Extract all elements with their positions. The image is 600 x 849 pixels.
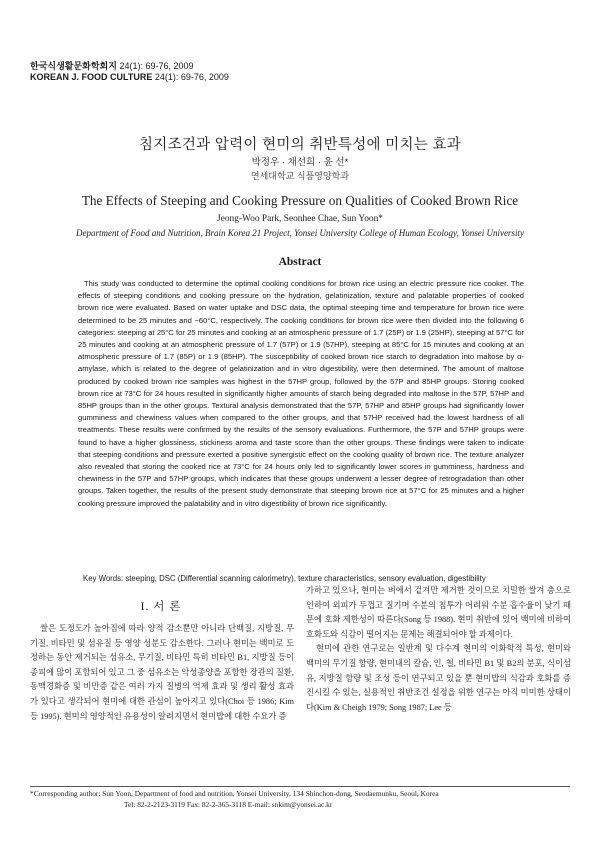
keywords-list: steeping, DSC (Differential scanning calorimetry), texture characteristics, sensory evaluation, digestibility [125, 574, 486, 583]
footnote-divider [30, 786, 570, 787]
authors-korean: 박정우 · 채선희 · 윤 선* [251, 157, 349, 168]
intro-right-paragraph-1: 가하고 있으나, 현미는 벼에서 겉겨만 제거한 것이므로 치밀한 쌀겨 층으로 인하여 외피가 두껍고 질기며 수분의 침투가 어려워 수분 흡수율이 낮기 때문에 호화 제한성이 따른다(Song 등 1988). 현미 취반에 있어 백미에 비하여 호화도와 식감이 떨어지는 문제는 해결되어야 할 과제이다. [306, 586, 571, 639]
keywords [83, 573, 523, 584]
corresponding-author-footnote [30, 789, 570, 810]
journal-en-name: KOREAN J. FOOD CULTURE [30, 72, 153, 82]
authors-english: Jeong-Woo Park, Seonhee Chae, Sun Yoon* [217, 214, 383, 224]
intro-right-paragraph-2: 현미에 관한 연구로는 일반계 및 다수계 현미의 이화학적 특성, 현미와 백미의 무기질 함량, 현미내의 칼슘, 인, 철, 비타민 B1 및 B2의 분포, 식이섬유, 지방질 함량 및 조성 등이 연구되고 있을 뿐 현미밥의 식감과 호화를 증진시킬 수 있는, 실용적인 취반조건 설정을 위한 연구는 아직 미미한 상태이다(Kim & Cheigh 1979; Song 1987; Lee 등 [306, 644, 571, 712]
abstract-heading: Abstract [278, 256, 322, 268]
footnote-contact-line: Tel: 82-2-2123-3119 Fax: 82-2-365-3118 E-mail: snkim@yonsei.ac.kr [124, 799, 333, 809]
journal-kr-name: 한국식생활문화학회지 [30, 61, 117, 71]
affiliation-korean: 연세대학교 식품영양학과 [250, 171, 350, 181]
journal-header [30, 61, 229, 83]
paper-title-english: The Effects of Steeping and Cooking Pressure on Qualities of Cooked Brown Rice [81, 193, 519, 208]
intro-right-column [306, 584, 571, 715]
journal-en-issue: 24(1): 69-76, 2009 [154, 72, 229, 82]
journal-kr-issue: 24(1): 69-76, 2009 [119, 61, 194, 71]
journal-kr-line [30, 61, 229, 72]
abstract-body: This study was conducted to determine the optimal cooking conditions for brown rice using an electric pressure rice cooker. The effects of steeping conditions and cooking pressure on the hydration, gelatinization, texture and palatable properties of cooked brown rice were evaluated. Based on water uptake and DSC data, the optimal steeping time and temperature for brown rice were determined to be 25 minutes and ~60°C, respectively. The cooking conditions for brown rice were then divided into the following 6 categories: steeping at 25°C for 25 minutes and cooking at an atmospheric pressure of 1.7 (25P) or 1.9 (25HP), steeping at 57°C for 25 minutes and cooking at an atmospheric pressure of 1.7 (57P) or 1.9 (57HP), steeping at 85°C for 15 minutes and cooking at an atmospheric pressure of 1.7 (85P) or 1.9 (85HP). The susceptibility of cooked brown rice starch to degradation into maltose by α-amylase, which is related to the degree of gelatinization and in vitro digestibility, were then determined. The amount of maltose produced by cooked brown rice samples was highest in the 57HP group, followed by the 57P and 85HP groups. Storing cooked brown rice at 73°C for 24 hours resulted in significantly higher amounts of starch being degraded into maltose in the 57P, 57HP and 85HP groups than in the other groups. Textural analysis demonstrated that the 57P, 57HP and 85HP groups had significantly lower gumminess and chewiness values when compared to the other groups, and that 57HP received had the lowest hardness of all treatments. These results were confirmed by the results of the sensory evaluations. Furthermore, the 57P and 57HP groups were found to have a higher glossiness, stickiness aroma and taste score than the other groups. These findings were taken to indicate that steeping conditions and pressure exerted a positive synergistic effect on the cooking quality of brown rice. The texture analyzer also revealed that storing the cooked rice at 73°C for 24 hours only led to significantly lower scores in gumminess, hardness and chewiness in the 57P and 57HP groups, which indicates that these groups underwent a lesser degree of retrogradation than other groups. Taken together, the results of the present study demonstrate that steeping brown rice at 57°C for 25 minutes and a higher cooking pressure improved the palatability and in vitro digestibility of brown rice significantly. [78, 279, 524, 508]
section-heading-introduction: I. 서 론 [140, 601, 182, 613]
paper-title-korean: 침지조건과 압력이 현미의 취반특성에 미치는 효과 [138, 137, 462, 153]
intro-left-column: 쌀은 도정도가 높아짐에 따라 양적 감소뿐만 아니라 단백질, 지방질, 무기질, 비타민 및 섬유질 등 영양 성분도 감소한다. 그러나 현미는 백미로 도정하는 동안 제거되는 섬유소, 무기질, 비타민 특히 비타민 B1, 지방질 등이 종피에 많이 포함되어 있고 그 중 섬유소는 악성종양을 포함한 장관의 질환, 동맥경화증 및 비만증 같은 여러 가지 질병의 억제 효과 및 생리 활성 효과가 있다고 생각되어 현미에 대한 관심이 높아지고 있다(Choi 등 1986; Kim 등 1995). 현미의 영양적인 유용성이 알려지면서 현미밥에 대한 수요가 증 [30, 624, 294, 721]
affiliation-english: Department of Food and Nutrition, Brain Korea 21 Project, Yonsei University College of Human Ecology, Yonsei University [76, 228, 524, 238]
footnote-author-line: *Corresponding author: Sun Yoon, Department of food and nutrition, Yonsei University, 134 Shinchon-dong, Seodaemunku, Seoul, Korea [30, 789, 439, 798]
keywords-label: Key Words: [83, 574, 124, 583]
journal-en-line [30, 72, 229, 83]
